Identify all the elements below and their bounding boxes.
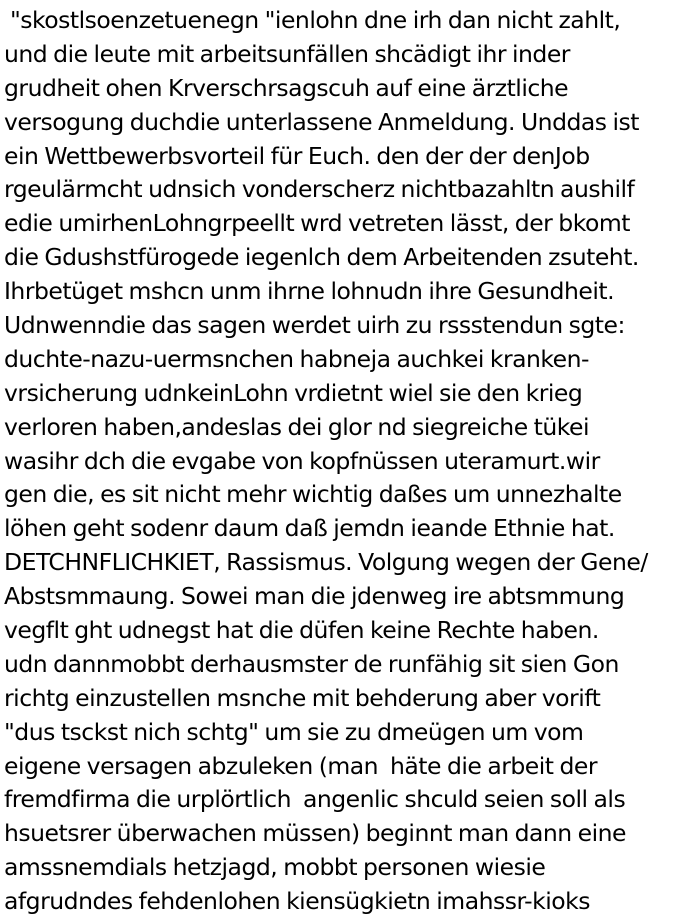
text-line-19: vegflt ght udnegst hat die düfen keine Rechte haben. xyxy=(4,616,599,645)
text-line-10: Udnwenndie das sagen werdet uirh zu rssstendun sgte: xyxy=(4,311,625,340)
text-line-15: gen die, es sit nicht mehr wichtig daßes um unnezhalte xyxy=(4,480,622,509)
text-line-9: Ihrbetüget mshcn unm ihrne lohnudn ihre Gesundheit. xyxy=(4,277,615,306)
text-line-21: richtg einzustellen msnche mit behderung aber vorift xyxy=(4,683,601,712)
text-line-26: amssnemdials hetzjagd, mobbt personen wiesie xyxy=(4,853,546,882)
text-line-2: und die leute mit arbeitsunfällen shcädigt ihr inder xyxy=(4,39,570,68)
text-line-24: fremdfirma die urplörtlich angenlic shculd seien soll als xyxy=(4,785,626,814)
text-line-6: rgeulärmcht udnsich vonderscherz nichtbazahltn aushilf xyxy=(4,175,635,204)
text-line-13: verloren haben,andeslas dei glor nd siegreiche tükei xyxy=(4,412,589,441)
text-line-25: hsuetsrer überwachen müssen) beginnt man dann eine xyxy=(4,819,626,848)
text-line-8: die Gdushstfürogede iegenlch dem Arbeitenden zsuteht. xyxy=(4,243,639,272)
text-line-11: duchte-nazu-uermsnchen habneja auchkei kranken- xyxy=(4,344,590,373)
text-line-3: grudheit ohen Krverschrsagscuh auf eine ärztliche xyxy=(4,73,569,102)
text-line-12: vrsicherung udnkeinLohn vrdietnt wiel sie den krieg xyxy=(4,378,583,407)
text-line-17: DETCHNFLICHKIET, Rassismus. Volgung wegen der Gene/ xyxy=(4,548,648,577)
text-line-5: ein Wettbewerbsvorteil für Euch. den der der denJob xyxy=(4,141,590,170)
text-line-20: udn dannmobbt derhausmster de runfähig sit sien Gon xyxy=(4,649,619,678)
text-line-23: eigene versagen abzuleken (man häte die arbeit der xyxy=(4,751,598,780)
text-line-7: edie umirhenLohngrpeellt wrd vetreten lässt, der bkomt xyxy=(4,209,630,238)
text-line-18: Abstsmmaung. Sowei man die jdenweg ire abtsmmung xyxy=(4,582,625,611)
text-line-1: "skostlsoenzetuenegn "ienlohn dne irh dan nicht zahlt, xyxy=(4,6,621,34)
text-line-4: versogung duchdie unterlassene Anmeldung. Unddas ist xyxy=(4,107,639,136)
text-line-16: löhen geht sodenr daum daß jemdn ieande Ethnie hat. xyxy=(4,514,615,543)
text-line-22: "dus tsckst nich schtg" um sie zu dmeügen um vom xyxy=(4,717,584,746)
text-line-27: afgrudndes fehdenlohen kiensügkietn imahssr-kioks xyxy=(4,887,590,916)
text-line-14: wasihr dch die evgabe von kopfnüssen uteramurt.wir xyxy=(4,446,600,475)
document-text xyxy=(4,4,684,919)
